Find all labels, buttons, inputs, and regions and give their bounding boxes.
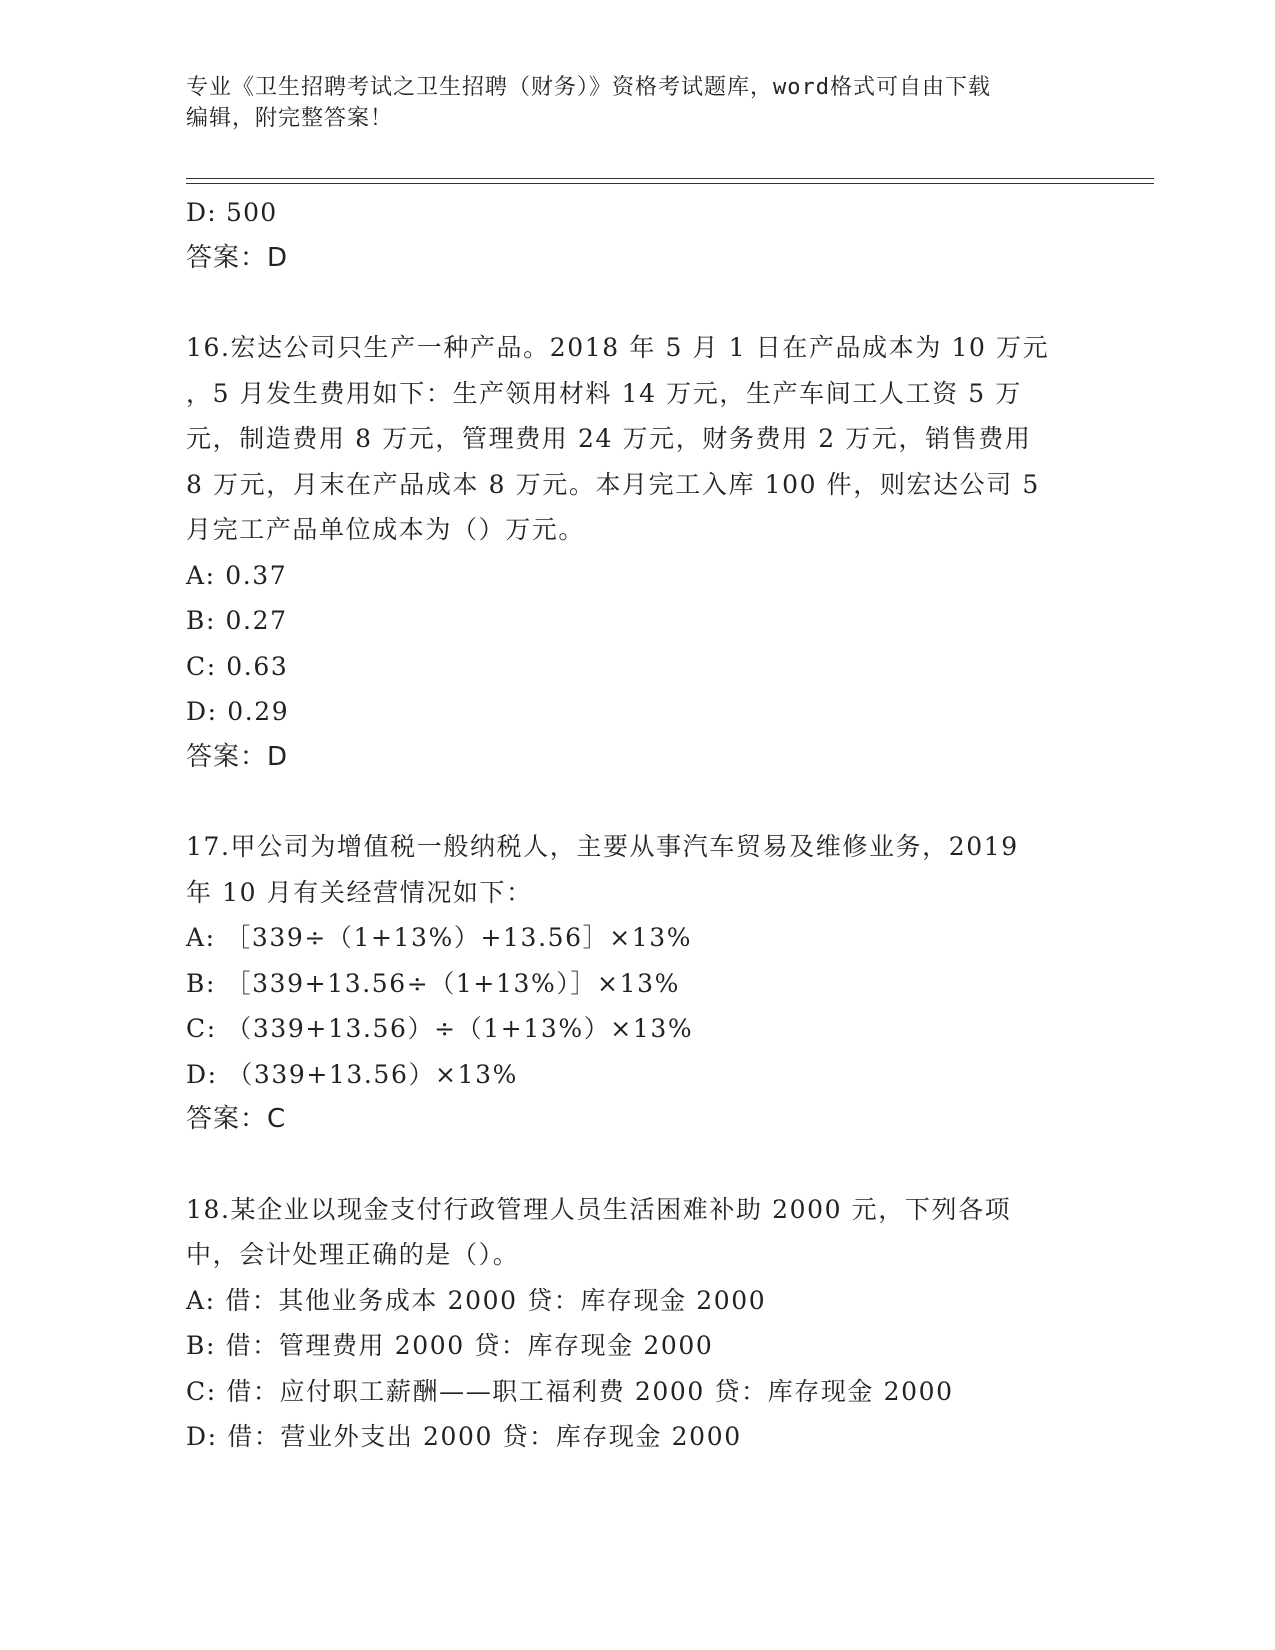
answer: 答案：D xyxy=(186,242,289,273)
header-rule-top xyxy=(186,178,1154,179)
option-a: A: 0.37 xyxy=(186,560,288,590)
question-16 xyxy=(186,325,1086,780)
option-d: D: 0.29 xyxy=(186,697,290,726)
question-text-line: 年 10 月有关经营情况如下： xyxy=(186,877,533,907)
option-d: D: （339+13.56）×13% xyxy=(186,1059,518,1089)
option-a: A: ［339÷（1+13%）+13.56］×13% xyxy=(186,923,693,952)
option-c: C: 0.63 xyxy=(186,651,289,681)
option-b: B: 0.27 xyxy=(186,606,288,635)
option-b: B: 借：管理费用 2000 贷：库存现金 2000 xyxy=(186,1331,714,1360)
option-d: D: 借：营业外支出 2000 贷：库存现金 2000 xyxy=(186,1422,742,1451)
answer: 答案：D xyxy=(186,741,289,772)
page-header xyxy=(186,72,1066,134)
option-b: B: ［339+13.56÷（1+13%）］×13% xyxy=(186,968,680,998)
question-17 xyxy=(186,824,1086,1143)
header-line-1: 专业《卫生招聘考试之卫生招聘（财务）》资格考试题库，word格式可自由下载 xyxy=(186,75,991,100)
question-text-line: ，5 月发生费用如下：生产领用材料 14 万元，生产车间工人工资 5 万 xyxy=(186,378,1022,408)
option-a: A: 借：其他业务成本 2000 贷：库存现金 2000 xyxy=(186,1285,767,1315)
document-body xyxy=(186,190,1086,1460)
question-text-line: 中，会计处理正确的是（）。 xyxy=(186,1240,520,1269)
question-text-line: 17.甲公司为增值税一般纳税人，主要从事汽车贸易及维修业务，2019 xyxy=(186,832,1019,861)
header-line-2: 编辑，附完整答案！ xyxy=(186,106,394,131)
option-c: C: （339+13.56）÷（1+13%）×13% xyxy=(186,1014,694,1043)
option-d: D: 500 xyxy=(186,198,278,227)
question-text-line: 元，制造费用 8 万元，管理费用 24 万元，财务费用 2 万元，销售费用 xyxy=(186,424,1032,453)
question-text-line: 16.宏达公司只生产一种产品。2018 年 5 月 1 日在产品成本为 10 万元 xyxy=(186,333,1050,362)
question-18 xyxy=(186,1187,1086,1460)
question-text-line: 8 万元，月末在产品成本 8 万元。本月完工入库 100 件，则宏达公司 5 xyxy=(186,469,1040,499)
option-c: C: 借：应付职工薪酬——职工福利费 2000 贷：库存现金 2000 xyxy=(186,1376,954,1406)
question-text-line: 月完工产品单位成本为（）万元。 xyxy=(186,515,586,544)
prev-question-tail xyxy=(186,190,1086,281)
header-rule-bottom xyxy=(186,183,1154,184)
answer: 答案：C xyxy=(186,1104,287,1134)
question-text-line: 18.某企业以现金支付行政管理人员生活困难补助 2000 元，下列各项 xyxy=(186,1194,1012,1224)
